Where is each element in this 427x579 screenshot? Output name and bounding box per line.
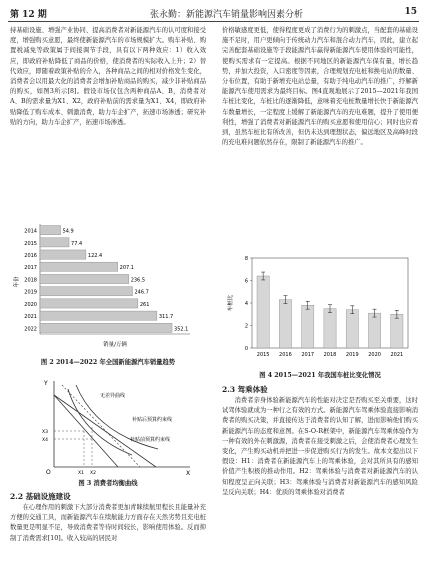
bar	[368, 313, 380, 348]
bar	[40, 274, 129, 283]
left-column-text	[10, 26, 206, 216]
figure2-caption: 图 2 2014—2022 年全国新能源汽车销量趋势	[40, 359, 176, 366]
x-tick-label: 2017	[301, 352, 315, 358]
sales-chart	[10, 218, 206, 356]
page-number: 15	[404, 7, 417, 17]
x-tick-label: 2015	[256, 352, 270, 358]
x1-label: X1	[78, 471, 84, 475]
bar	[279, 300, 291, 348]
x-tick-label: 2016	[279, 352, 292, 358]
header-rule	[8, 21, 419, 22]
bar	[40, 323, 172, 332]
after-subsidy-label: 补贴后预算约束线	[132, 417, 173, 423]
page-header	[0, 0, 427, 26]
y-axis-title: 车桩比	[228, 294, 234, 312]
figure4-caption: 图 4 2015—2021 年我国车桩比变化情况	[259, 372, 381, 379]
y-tick-label: 8	[244, 256, 248, 262]
bar-data-label: 207.1	[119, 265, 134, 272]
x-axis-title: 销量/万辆	[103, 342, 127, 348]
x-tick-label: 2019	[345, 352, 359, 358]
bar-data-label: 311.7	[158, 314, 174, 321]
paragraph: 在心理作用的刺激下大部分消费者更加青睐续航里程长且能量补充方便的交通工具，而新能源汽车在续航能力方面存在天然劣势且充电桩数量更是明显不足，导致消费者等待时间较长，影响使用体验。反而抑制了消费需求[10]。收入较高的居民对	[10, 504, 206, 542]
bar	[40, 262, 118, 271]
bar	[324, 309, 336, 348]
y-axis-title: 年份	[14, 276, 20, 288]
section-2-2-body	[10, 503, 206, 575]
paragraph: 价格敏感度更低，使得程度更成了消费行为的刺激点，当配套的基础设施不足时，用户更倾向于传统动力汽车和混合动力汽车，因此，建立起完善配套基础设施等于段能源汽车赢得新能源汽车使用体验的可能性，使购买需求有一定提高。根据不同地区的新能源汽车保有量，增长趋势，并加大投资，入口密度等因素，合理规划充电桩和换电站的数量、分布位置，有助于新增充电站总量，有助于纯电动汽车的推广，纾解新能源汽车使用需求为最终目标。图4直观地展示了2015—2021年我国车桩比变化，车桩比的逐渐降低，意味着充电桩数量增长快于新能源汽车数量增长，一定程度上缓解了新能源汽车的充电难题，提升了使用便利性，增强了消费者对新能源汽车的购买意愿和使用信心；同时也应看到，虽然车桩比有所改善，但仍未达到理想状态，偏远地区及高峰时段的充电难问题依然存在，限制了新能源汽车的推广。	[222, 27, 418, 147]
paragraph: 持基础设施、增强产业协同、提高消费者对新能源汽车的认可度和接受度，增强购买意愿，最终使新能源汽车的市场规模扩大。购车补贴、购置税减免等政策属于间接调节手段，具有以下两种效应：1）收入效应，即政府补贴降低了商品的价格，使消费者的实际收入上升；2）替代效应，即随着政策补贴的介入，各种商品之间的相对价格发生变化，消费者会以用最大化的消费者会增加补贴商品的购买，减少非补贴商品的购买，如图3所示[8]。假设市场仅包含两种商品A、B，消费者对A、B的需求量为X1、X2，政府补贴前的需求量为X1、X4，即政府补贴降低了购车成本、刺激消费，助力车企扩产，拓速市场渗透；研究补贴的方向，助力车企扩产，拓速市场渗透。	[10, 27, 206, 126]
y-tick-label: 2017	[24, 265, 37, 272]
x-axis-label: X	[186, 470, 191, 475]
x2-label: X2	[90, 471, 96, 475]
paragraph: 消费者亲身体验新能源汽车的性能对决定是否购买至关重要，这时试驾体验就成为一种行之有效的方式。新能源汽车驾乘体验直接影响消费者的购买决策，并直接传达于消费者的认知了解，进而影响他们购买新能源汽车的态度和意图。在S-O-R框架中，新能源汽车驾乘体验作为一种有效的外在刺激源，消费者在接受刺激之后，会使消费者心理发生变化，产生购买动机并把进一步促进购买行为的发生。故本文提出以下假设：H1：消费者在新能源汽车上的驾乘体验，会对其所具有的感知价值产生积极的推动作用。H2：驾乘体验与消费者对新能源汽车的认知程度呈正向关联；H3：驾乘体验与消费者对新能源汽车的感知风险呈反向关联；H4：优质的驾乘体验对消费者	[222, 397, 418, 496]
y-tick-label: 2021	[24, 314, 37, 321]
x3-label: X3	[42, 430, 48, 435]
bar	[40, 250, 86, 259]
y-tick-label: 6	[244, 278, 248, 285]
section-2-3-body	[222, 396, 418, 574]
sales-chart-svg	[10, 218, 206, 356]
origin-label: O	[46, 469, 51, 475]
y-tick-label: 2020	[24, 301, 37, 308]
bar-data-label: 77.4	[71, 240, 83, 247]
y-tick-label: 2014	[24, 228, 37, 235]
section-2-3-title: 2.3 驾乘体验	[222, 385, 268, 394]
bar	[346, 310, 358, 348]
bar-data-label: 352.1	[174, 326, 189, 333]
y-axis-label: Y	[44, 380, 48, 387]
equilibrium-diagram	[40, 375, 200, 475]
x-tick-label: 2020	[368, 352, 381, 358]
pile-ratio-chart	[222, 250, 418, 368]
right-column-text	[222, 26, 418, 254]
x4-label: X4	[42, 438, 48, 443]
y-tick-label: 2015	[24, 240, 37, 247]
y-tick-label: 2	[244, 323, 248, 330]
bar-data-label: 236.5	[130, 277, 146, 284]
y-tick-label: 0	[244, 346, 248, 352]
bar-data-label: 246.7	[134, 289, 149, 296]
before-subsidy-label: 补贴前预算约束线	[130, 437, 171, 443]
bar	[40, 287, 133, 296]
bar-data-label: 261	[139, 301, 150, 308]
bar	[391, 314, 403, 348]
budget-line-after	[54, 395, 156, 467]
bar-data-label: 54.9	[62, 228, 74, 235]
bar	[40, 299, 138, 308]
bar	[302, 305, 314, 348]
y-tick-label: 4	[244, 301, 248, 307]
bar	[40, 238, 69, 247]
y-tick-label: 2022	[24, 326, 37, 333]
bar	[257, 276, 269, 348]
y-tick-label: 2016	[24, 253, 37, 259]
section-2-2-title: 2.2 基础设施建设	[10, 492, 71, 501]
y-tick-label: 2018	[24, 277, 37, 284]
equilibrium-svg	[40, 375, 200, 475]
bar-data-label: 122.4	[87, 253, 103, 259]
figure3-caption: 图 3 消费者均衡曲线	[78, 480, 138, 487]
indifference-label: 无差异曲线	[100, 393, 126, 399]
issue-number: 第 12 期	[10, 10, 47, 20]
bar	[40, 311, 157, 320]
x-tick-label: 2018	[323, 352, 337, 358]
y-tick-label: 2019	[24, 289, 37, 296]
x-tick-label: 2021	[390, 352, 404, 358]
bar	[40, 226, 61, 235]
running-title: 张永勤：新能源汽车销量影响因素分析	[150, 10, 304, 20]
pile-ratio-svg	[222, 250, 418, 368]
